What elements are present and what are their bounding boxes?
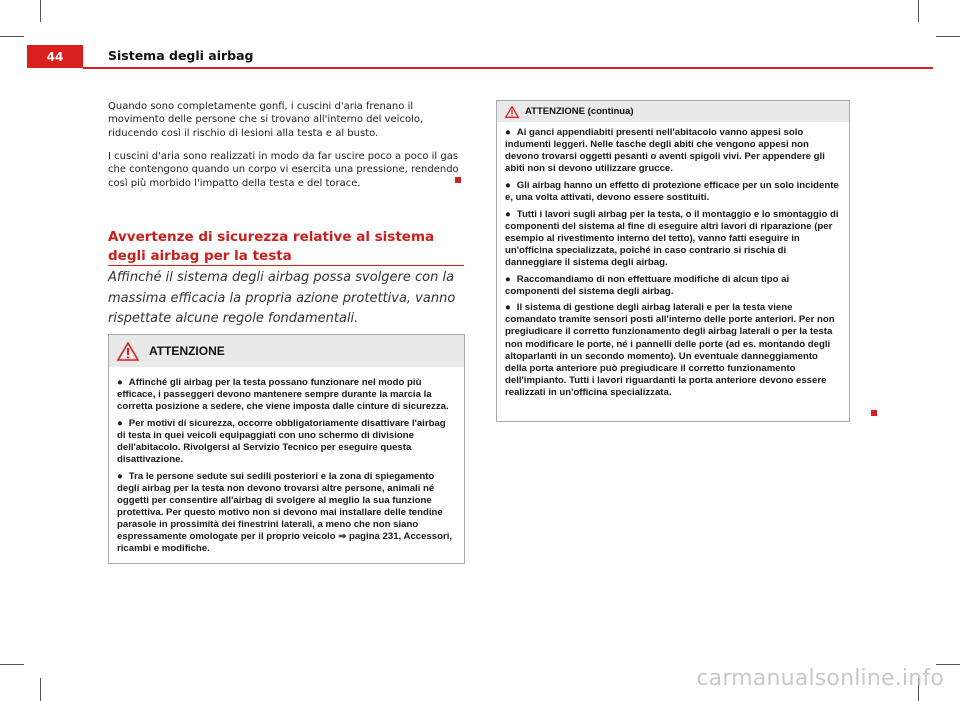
- warning-header: [497, 101, 849, 122]
- warning-item: ● Il sistema di gestione degli airbag laterali e per la testa viene comandato tramite sensori posti all'interno delle porte anteriori. Per non pregiudicare il corretto funzionamento degli airbag laterali o per la testa non modificare le porte, né i pannelli delle porte (ad es. montando degli altoparlanti in un secondo momento). Un eventuale danneggiamento della porta anteriore può pregiudicare il corretto funzionamento dell'impianto. Tutti i lavori riguardanti la porta anteriore devono essere realizzati in un'officina specializzata.: [505, 302, 835, 398]
- bullet: ●: [117, 417, 123, 429]
- warning-item: ● Gli airbag hanno un effetto di protezione efficace per un solo incidente e, una volta attivati, devono essere sostituiti.: [505, 179, 839, 203]
- warning-item: ● Tra le persone sedute sui sedili posteriori e la zona di spiegamento degli airbag per la testa non devono trovarsi altre persone, animali né oggetti per consentire all'airbag di svolgere al meglio la sua funzione protettiva. Per questo motivo non si devono mai installare delle tendine parasole in prossimità dei finestrini laterali, a meno che non siano espressamente omologate per il proprio veicolo ⇒ pagina 231, Accessori, ricambi e modifiche.: [117, 470, 453, 555]
- body-paragraph: Quando sono completamente gonfi, i cuscini d'aria frenano il movimento delle persone che si trovano all'interno del veicolo, riducendo così il rischio di lesioni alla testa e al busto.: [108, 101, 424, 139]
- warning-box: [108, 334, 465, 564]
- warning-title: ATTENZIONE (continua): [525, 106, 634, 117]
- warning-item: ● Affinché gli airbag per la testa possano funzionare nel modo più efficace, i passeggeri devono mantenere sempre durante la marcia la corretta posizione a sedere, che viene imposta dalle cinture di sicurezza.: [117, 377, 449, 413]
- section-title-rule: [108, 265, 464, 266]
- section-end-mark: [871, 410, 877, 416]
- warning-title: ATTENZIONE: [149, 344, 225, 358]
- warning-item: ● Per motivi di sicurezza, occorre obbligatoriamente disattivare l'airbag di testa in quei veicoli equipaggiati con uno schermo di divisione dell'abitacolo. Rivolgersi al Servizio Tecnico per eseguire questa disattivazione.: [117, 417, 446, 466]
- bullet: ●: [505, 127, 511, 138]
- warning-item: ● Ai ganci appendiabiti presenti nell'abitacolo vanno appesi solo indumenti leggeri. Nelle tasche degli abiti che vengono appesi non devono trovarsi oggetti pesanti o aventi spigoli vivi. Per appendere gli abiti non si devono utilizzare grucce.: [505, 127, 825, 175]
- header-rule: [83, 67, 933, 69]
- crop-mark: [918, 0, 919, 22]
- crop-mark: [936, 664, 960, 665]
- warning-item: ● Raccomandiamo di non effettuare modifiche di alcun tipo ai componenti del sistema degli airbag.: [505, 273, 790, 297]
- crop-mark: [0, 36, 24, 37]
- section-intro: Affinché il sistema degli airbag possa svolgere con la massima efficacia la propria azione protettiva, vanno rispettate alcune regole fondamentali.: [108, 270, 456, 326]
- watermark: carmanualsonline.info: [696, 666, 944, 691]
- crop-mark: [40, 0, 41, 22]
- crop-mark: [936, 36, 960, 37]
- warning-item: ● Tutti i lavori sugli airbag per la testa, o il montaggio e lo smontaggio di componenti del sistema al fine di eseguire altri lavori di riparazione (per esempio al rivestimento interno del tetto), vanno fatti eseguire in un'officina specializzata, poiché in caso contrario si rischia di danneggiare il sistema degli airbag.: [505, 208, 839, 268]
- body-paragraph: I cuscini d'aria sono realizzati in modo da far uscire poco a poco il gas che contengono quando un corpo vi esercita una pressione, rendendo così più morbido l'impatto della testa e del torace.: [108, 151, 459, 189]
- bullet: ●: [505, 208, 511, 220]
- bullet: ●: [117, 377, 123, 388]
- bullet: ●: [117, 470, 123, 482]
- warning-icon: [117, 342, 139, 361]
- warning-header: [109, 335, 464, 367]
- bullet: ●: [505, 302, 511, 314]
- crop-mark: [0, 664, 24, 665]
- warning-box-continued: [496, 100, 850, 422]
- bullet: ●: [505, 179, 511, 191]
- section-end-mark: [455, 177, 461, 183]
- chapter-title: Sistema degli airbag: [108, 48, 254, 63]
- warning-icon: [505, 106, 519, 118]
- page-number: 44: [27, 45, 83, 68]
- section-title: Avvertenze di sicurezza relative al sistema degli airbag per la testa: [108, 229, 435, 264]
- crop-mark: [40, 678, 41, 701]
- bullet: ●: [505, 273, 511, 285]
